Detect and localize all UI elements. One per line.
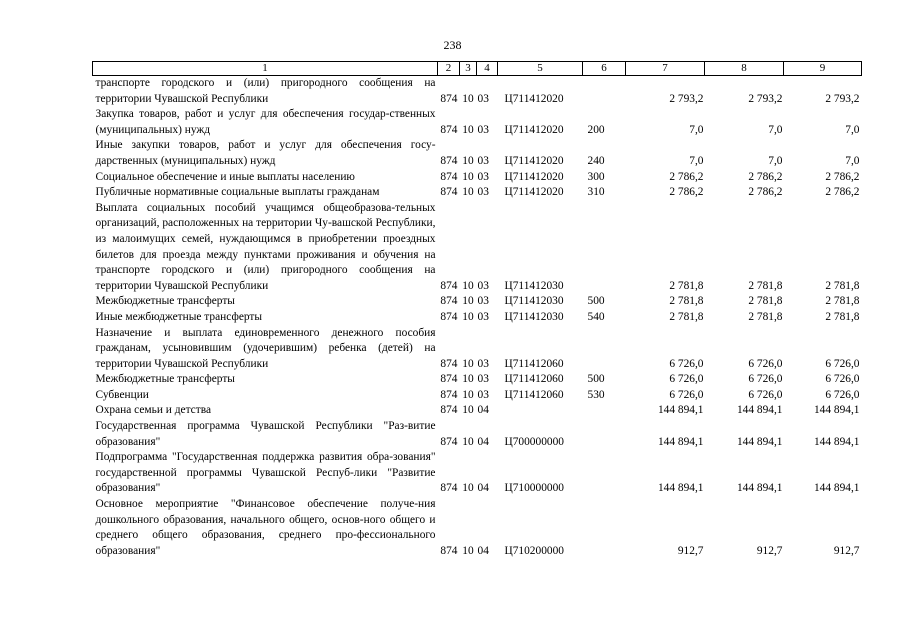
row-description: Иные межбюджетные трансферты (95, 310, 263, 323)
header-cell: 6 (583, 62, 626, 76)
row-description: Охрана семьи и детства (95, 404, 211, 417)
budget-table (92, 61, 862, 559)
table-row (93, 419, 862, 450)
subsection-code: 03 (477, 170, 489, 183)
expense-type-code: 500 (587, 373, 605, 386)
row-description: Закупка товаров, работ и услуг для обеспечения государ-ственных (муниципальных) нужд (95, 108, 436, 136)
amount-year-1: 6 726,0 (669, 388, 704, 401)
section-code: 10 (462, 279, 474, 292)
table-row (93, 107, 862, 138)
subsection-code: 04 (477, 544, 489, 557)
row-description: Выплата социальных пособий учащимся общеобразова-тельных организаций, расположенных на территории Чу-вашской Республики, из малоимущих семей, нуждающимся в приобретении проездных билетов для проезда между пунктами проживания и обучения на транспорте городского и (или) пригородного сообщения на территории Чувашской Республики (95, 201, 436, 292)
amount-year-2: 144 894,1 (736, 482, 783, 495)
table-row (93, 170, 862, 186)
ministry-code: 874 (440, 310, 458, 323)
table-header (93, 62, 862, 76)
amount-year-3: 144 894,1 (813, 404, 860, 417)
section-code: 10 (462, 123, 474, 136)
table-body (93, 76, 862, 560)
amount-year-2: 6 726,0 (748, 357, 783, 370)
amount-year-1: 2 786,2 (669, 186, 704, 199)
subsection-code: 03 (477, 186, 489, 199)
expense-type-code (583, 450, 626, 497)
target-article-code: Ц700000000 (504, 435, 564, 448)
amount-year-2: 7,0 (768, 123, 783, 136)
amount-year-3: 2 781,8 (825, 279, 860, 292)
header-cell: 8 (705, 62, 784, 76)
amount-year-1: 2 781,8 (669, 310, 704, 323)
header-cell: 5 (498, 62, 583, 76)
amount-year-1: 2 781,8 (669, 279, 704, 292)
table-row (93, 388, 862, 404)
target-article-code: Ц710200000 (504, 544, 564, 557)
expense-type-code: 310 (587, 186, 605, 199)
section-code: 10 (462, 404, 474, 417)
expense-type-code (583, 326, 626, 373)
amount-year-3: 2 786,2 (825, 186, 860, 199)
ministry-code: 874 (440, 388, 458, 401)
section-code: 10 (462, 295, 474, 308)
ministry-code: 874 (440, 186, 458, 199)
amount-year-3: 144 894,1 (813, 435, 860, 448)
expense-type-code: 500 (587, 295, 605, 308)
target-article-code: Ц711412060 (504, 357, 564, 370)
amount-year-3: 2 793,2 (825, 92, 860, 105)
page-number: 238 (443, 38, 462, 52)
amount-year-2: 2 781,8 (748, 279, 783, 292)
expense-type-code (583, 403, 626, 419)
amount-year-3: 6 726,0 (825, 357, 860, 370)
target-article-code: Ц711412060 (504, 373, 564, 386)
expense-type-code: 540 (587, 310, 605, 323)
amount-year-3: 7,0 (845, 123, 860, 136)
amount-year-3: 2 781,8 (825, 310, 860, 323)
amount-year-3: 912,7 (833, 544, 860, 557)
subsection-code: 03 (477, 310, 489, 323)
subsection-code: 03 (477, 123, 489, 136)
ministry-code: 874 (440, 170, 458, 183)
subsection-code: 03 (477, 388, 489, 401)
expense-type-code (583, 76, 626, 108)
amount-year-2: 2 781,8 (748, 295, 783, 308)
table-row (93, 403, 862, 419)
row-description: Подпрограмма "Государственная поддержка развития обра-зования" государственной программы Чувашской Респуб-лики "Развитие образования" (95, 451, 436, 495)
header-cell: 2 (438, 62, 460, 76)
header-cell: 9 (784, 62, 862, 76)
header-row (93, 62, 862, 76)
header-cell: 1 (93, 62, 438, 76)
section-code: 10 (462, 170, 474, 183)
header-cell: 3 (460, 62, 477, 76)
amount-year-1: 6 726,0 (669, 357, 704, 370)
row-description: Государственная программа Чувашской Республики "Раз-витие образования" (95, 420, 436, 448)
table-row (93, 310, 862, 326)
expense-type-code: 240 (587, 154, 605, 167)
amount-year-1: 7,0 (689, 123, 704, 136)
amount-year-2: 7,0 (768, 154, 783, 167)
target-article-code: Ц711412020 (504, 92, 564, 105)
target-article-code: Ц711412020 (504, 170, 564, 183)
amount-year-3: 144 894,1 (813, 482, 860, 495)
subsection-code: 03 (477, 92, 489, 105)
table-row (93, 201, 862, 295)
expense-type-code (583, 419, 626, 450)
ministry-code: 874 (440, 154, 458, 167)
amount-year-3: 6 726,0 (825, 373, 860, 386)
subsection-code: 03 (477, 373, 489, 386)
target-article-code: Ц711412020 (504, 123, 564, 136)
amount-year-1: 912,7 (677, 544, 704, 557)
header-cell: 4 (477, 62, 498, 76)
row-description: Межбюджетные трансферты (95, 373, 235, 386)
amount-year-3: 2 781,8 (825, 295, 860, 308)
amount-year-2: 6 726,0 (748, 373, 783, 386)
amount-year-2: 144 894,1 (736, 404, 783, 417)
amount-year-2: 2 793,2 (748, 92, 783, 105)
subsection-code: 04 (477, 482, 489, 495)
target-article-code: Ц711412060 (504, 388, 564, 401)
amount-year-1: 144 894,1 (657, 404, 704, 417)
expense-type-code: 200 (587, 123, 605, 136)
section-code: 10 (462, 388, 474, 401)
target-article-code: Ц710000000 (504, 482, 564, 495)
target-article-code: Ц711412030 (504, 310, 564, 323)
table-row (93, 76, 862, 108)
row-description: Основное мероприятие "Финансовое обеспечение получе-ния дошкольного образования, начального общего, основ-ного общего и среднего общего образования, среднего про-фессионального образования" (95, 498, 436, 557)
ministry-code: 874 (440, 482, 458, 495)
target-article-code (498, 403, 583, 419)
ministry-code: 874 (440, 544, 458, 557)
section-code: 10 (462, 544, 474, 557)
expense-type-code: 530 (587, 388, 605, 401)
row-description: Назначение и выплата единовременного денежного пособия гражданам, усыновившим (удочерившим) ребенка (детей) на территории Чувашской Республики (95, 326, 436, 370)
expense-type-code (583, 497, 626, 559)
table-row (93, 294, 862, 310)
expense-type-code: 300 (587, 170, 605, 183)
section-code: 10 (462, 435, 474, 448)
row-description: Публичные нормативные социальные выплаты гражданам (95, 186, 380, 199)
amount-year-3: 2 786,2 (825, 170, 860, 183)
amount-year-1: 2 781,8 (669, 295, 704, 308)
section-code: 10 (462, 373, 474, 386)
table-row (93, 372, 862, 388)
section-code: 10 (462, 154, 474, 167)
header-cell: 7 (626, 62, 705, 76)
amount-year-1: 144 894,1 (657, 482, 704, 495)
target-article-code: Ц711412030 (504, 295, 564, 308)
amount-year-1: 6 726,0 (669, 373, 704, 386)
amount-year-1: 2 786,2 (669, 170, 704, 183)
amount-year-3: 7,0 (845, 154, 860, 167)
subsection-code: 03 (477, 279, 489, 292)
amount-year-2: 2 786,2 (748, 170, 783, 183)
ministry-code: 874 (440, 435, 458, 448)
row-description: транспорте городского и (или) пригородного сообщения на территории Чувашской Республики (95, 77, 436, 105)
table-row (93, 450, 862, 497)
table-row (93, 138, 862, 169)
table-row (93, 326, 862, 373)
amount-year-2: 2 781,8 (748, 310, 783, 323)
ministry-code: 874 (440, 357, 458, 370)
amount-year-1: 7,0 (689, 154, 704, 167)
ministry-code: 874 (440, 279, 458, 292)
expense-type-code (583, 201, 626, 295)
section-code: 10 (462, 92, 474, 105)
section-code: 10 (462, 310, 474, 323)
amount-year-3: 6 726,0 (825, 388, 860, 401)
section-code: 10 (462, 186, 474, 199)
target-article-code: Ц711412020 (504, 154, 564, 167)
amount-year-2: 2 786,2 (748, 186, 783, 199)
subsection-code: 04 (477, 404, 489, 417)
row-description: Межбюджетные трансферты (95, 295, 235, 308)
section-code: 10 (462, 482, 474, 495)
amount-year-2: 912,7 (756, 544, 783, 557)
row-description: Иные закупки товаров, работ и услуг для обеспечения госу-дарственных (муниципальных) нужд (95, 139, 436, 167)
table-row (93, 185, 862, 201)
row-description: Субвенции (95, 388, 149, 401)
subsection-code: 04 (477, 435, 489, 448)
ministry-code: 874 (440, 123, 458, 136)
row-description: Социальное обеспечение и иные выплаты населению (95, 170, 355, 183)
target-article-code: Ц711412030 (504, 279, 564, 292)
ministry-code: 874 (440, 404, 458, 417)
section-code: 10 (462, 357, 474, 370)
subsection-code: 03 (477, 154, 489, 167)
subsection-code: 03 (477, 295, 489, 308)
subsection-code: 03 (477, 357, 489, 370)
amount-year-1: 144 894,1 (657, 435, 704, 448)
ministry-code: 874 (440, 373, 458, 386)
table-row (93, 497, 862, 559)
ministry-code: 874 (440, 295, 458, 308)
amount-year-2: 144 894,1 (736, 435, 783, 448)
amount-year-1: 2 793,2 (669, 92, 704, 105)
ministry-code: 874 (440, 92, 458, 105)
amount-year-2: 6 726,0 (748, 388, 783, 401)
target-article-code: Ц711412020 (504, 186, 564, 199)
